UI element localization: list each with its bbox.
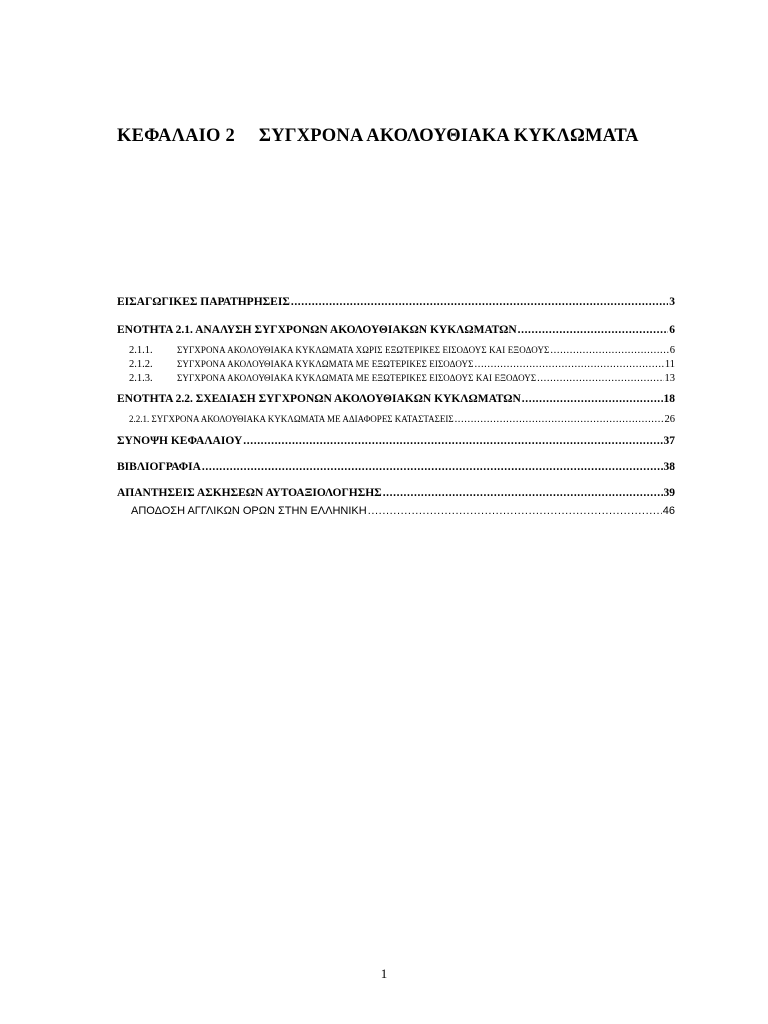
- toc-entry-number: 2.1.2.: [129, 359, 153, 370]
- toc-entry-page: 26: [664, 414, 675, 425]
- toc-leader-dots: [518, 324, 669, 336]
- toc-entry-number: 2.1.1.: [129, 345, 153, 356]
- page-footer: [0, 966, 768, 982]
- toc-entry-label: ΑΠΑΝΤΗΣΕΙΣ ΑΣΚΗΣΕΩΝ ΑΥΤΟΑΞΙΟΛΟΓΗΣΗΣ: [117, 487, 382, 499]
- toc-leader-dots: [475, 359, 664, 370]
- toc-leader-dots: [368, 505, 662, 517]
- toc-entry-answers[interactable]: [117, 487, 675, 501]
- toc-entry-label: ΕΝΟΤΗΤΑ 2.1. ΑΝΑΛΥΣΗ ΣΥΓΧΡΟΝΩΝ ΑΚΟΛΟΥΘΙΑΚΩΝ ΚΥΚΛΩΜΑΤΩΝ: [117, 324, 517, 336]
- toc-entry-page: 6: [669, 345, 675, 356]
- toc-entry-page: 46: [662, 505, 675, 517]
- toc-leader-dots: [550, 345, 668, 356]
- toc-entry-introduction[interactable]: [117, 296, 675, 310]
- toc-entry-2-2-1[interactable]: [117, 414, 675, 426]
- toc-leader-dots: [243, 435, 662, 447]
- toc-entry-label: ΒΙΒΛΙΟΓΡΑΦΙΑ: [117, 461, 201, 473]
- toc-entry-page: 18: [663, 393, 675, 405]
- toc-entry-number: 2.1.3.: [129, 373, 153, 384]
- toc-entry-label: ΑΠΟΔΟΣΗ ΑΓΓΛΙΚΩΝ ΟΡΩΝ ΣΤΗΝ ΕΛΛΗΝΙΚΗ: [131, 505, 367, 517]
- toc-entry-label: ΣΥΓΧΡΟΝΑ ΑΚΟΛΟΥΘΙΑΚΑ ΚΥΚΛΩΜΑΤΑ ΜΕ ΕΞΩΤΕΡΙΚΕΣ ΕΙΣΟΔΟΥΣ: [177, 359, 474, 369]
- toc-entry-page: 37: [663, 435, 675, 447]
- table-of-contents: [117, 296, 675, 519]
- toc-entry-page: 11: [664, 359, 675, 370]
- toc-entry-2-1-3[interactable]: [117, 373, 675, 385]
- toc-entry-section-2-1[interactable]: [117, 324, 675, 338]
- chapter-number: ΚΕΦΑΛΑΙΟ 2: [117, 126, 235, 146]
- toc-leader-dots: [522, 393, 663, 405]
- toc-entry-section-2-2[interactable]: [117, 393, 675, 407]
- toc-leader-dots: [291, 296, 668, 308]
- toc-leader-dots: [537, 373, 663, 384]
- toc-entry-page: 3: [669, 296, 675, 308]
- toc-entry-label: ΕΙΣΑΓΩΓΙΚΕΣ ΠΑΡΑΤΗΡΗΣΕΙΣ: [117, 296, 290, 308]
- page-number: 1: [380, 966, 388, 981]
- toc-leader-dots: [202, 461, 663, 473]
- toc-entry-summary[interactable]: [117, 435, 675, 449]
- toc-entry-label: ΣΥΓΧΡΟΝΑ ΑΚΟΛΟΥΘΙΑΚΑ ΚΥΚΛΩΜΑΤΑ ΜΕ ΕΞΩΤΕΡΙΚΕΣ ΕΙΣΟΔΟΥΣ ΚΑΙ ΕΞΟΔΟΥΣ: [177, 373, 537, 383]
- toc-entry-page: 38: [663, 461, 675, 473]
- toc-entry-bibliography[interactable]: [117, 461, 675, 475]
- toc-entry-label: ΣΥΓΧΡΟΝΑ ΑΚΟΛΟΥΘΙΑΚΑ ΚΥΚΛΩΜΑΤΑ ΧΩΡΙΣ ΕΞΩΤΕΡΙΚΕΣ ΕΙΣΟΔΟΥΣ ΚΑΙ ΕΞΟΔΟΥΣ: [177, 345, 550, 355]
- toc-entry-2-1-2[interactable]: [117, 359, 675, 371]
- toc-entry-page: 6: [669, 324, 675, 336]
- toc-leader-dots: [383, 487, 663, 499]
- toc-entry-page: 13: [664, 373, 675, 384]
- toc-entry-label: ΕΝΟΤΗΤΑ 2.2. ΣΧΕΔΙΑΣΗ ΣΥΓΧΡΟΝΩΝ ΑΚΟΛΟΥΘΙΑΚΩΝ ΚΥΚΛΩΜΑΤΩΝ: [117, 393, 521, 405]
- toc-entry-glossary[interactable]: [117, 505, 675, 519]
- toc-entry-label: 2.2.1. ΣΥΓΧΡΟΝΑ ΑΚΟΛΟΥΘΙΑΚΑ ΚΥΚΛΩΜΑΤΑ ΜΕ ΑΔΙΑΦΟΡΕΣ ΚΑΤΑΣΤΑΣΕΙΣ: [129, 414, 454, 424]
- chapter-title: ΣΥΓΧΡΟΝΑ ΑΚΟΛΟΥΘΙΑΚΑ ΚΥΚΛΩΜΑΤΑ: [258, 126, 639, 146]
- toc-entry-page: 39: [663, 487, 675, 499]
- toc-entry-label: ΣΥΝΟΨΗ ΚΕΦΑΛΑΙΟΥ: [117, 435, 243, 447]
- toc-leader-dots: [455, 414, 664, 425]
- chapter-heading: [117, 126, 639, 147]
- toc-entry-2-1-1[interactable]: [117, 345, 675, 357]
